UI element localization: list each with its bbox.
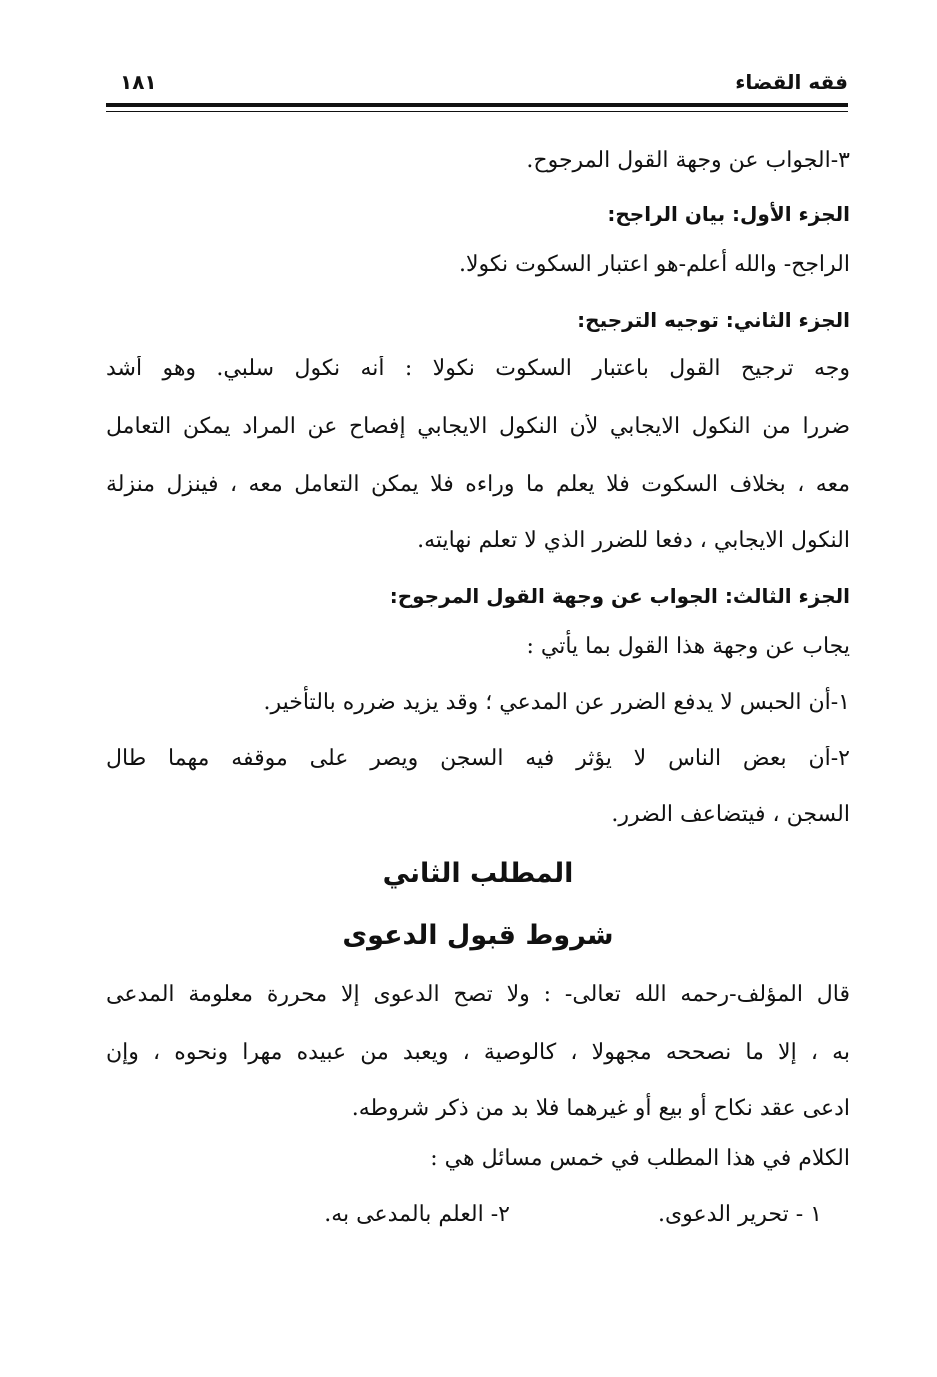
list-item: ١ - تحرير الدعوى. [657, 1202, 822, 1227]
text-line: الكلام في هذا المطلب في خمس مسائل هي : [430, 1146, 850, 1171]
paragraph-line: ضررا من النكول الايجابي لأن النكول الايجابي إفصاح عن المراد يمكن التعامل [106, 414, 850, 439]
list-item: ٢- العلم بالمدعى به. [324, 1202, 510, 1227]
text-line: الراجح- والله أعلم-هو اعتبار السكوت نكولا. [458, 252, 850, 277]
section-subtitle: شروط قبول الدعوى [342, 920, 614, 951]
paragraph-line: ادعى عقد نكاح أو بيع أو غيرهما فلا بد من ذكر شروطه. [351, 1096, 850, 1121]
page-header [106, 66, 848, 102]
paragraph-line: ٢-أن بعض الناس لا يؤثر فيه السجن ويصر على موقفه مهما طال [106, 746, 850, 771]
paragraph-line: معه ، بخلاف السكوت فلا يعلم ما وراءه فلا يمكن التعامل معه ، فينزل منزلة [106, 472, 850, 497]
text-line: ٣-الجواب عن وجهة القول المرجوح. [526, 148, 850, 173]
paragraph-line: السجن ، فيتضاعف الضرر. [611, 802, 850, 827]
header-rule-thin [106, 111, 848, 112]
subheading-part-two: الجزء الثاني: توجيه الترجيح: [577, 308, 850, 332]
header-rule-thick [106, 103, 848, 107]
paragraph-line: به ، إلا ما نصححه مجهولا ، كالوصية ، ويعبد من عبيده مهرا ونحوه ، وإن [106, 1040, 850, 1065]
text-line: يجاب عن وجهة هذا القول بما يأتي : [526, 634, 850, 659]
paragraph-line: وجه ترجيح القول باعتبار السكوت نكولا : أنه نكول سلبي. وهو أشد [106, 356, 850, 381]
list-item: ١-أن الحبس لا يدفع الضرر عن المدعي ؛ وقد يزيد ضرره بالتأخير. [263, 690, 850, 715]
subheading-part-three: الجزء الثالث: الجواب عن وجهة القول المرجوح: [389, 584, 850, 608]
paragraph-line: النكول الايجابي ، دفعا للضرر الذي لا تعلم نهايته. [417, 528, 850, 553]
page-number: ١٨١ [120, 70, 157, 94]
subheading-part-one: الجزء الأول: بيان الراجح: [607, 202, 850, 226]
running-title: فقه القضاء [735, 70, 848, 94]
section-title: المطلب الثاني [382, 858, 574, 889]
paragraph-line: قال المؤلف-رحمه الله تعالى- : ولا تصح الدعوى إلا محررة معلومة المدعى [106, 982, 850, 1007]
